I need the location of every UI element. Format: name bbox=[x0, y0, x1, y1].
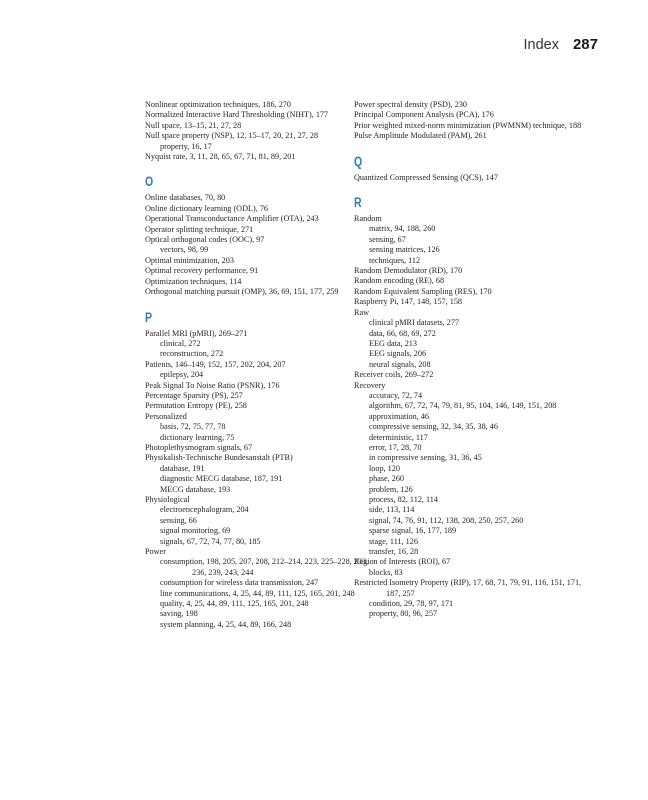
index-entry: Optimal recovery performance, 91 bbox=[145, 266, 259, 276]
index-subentry: condition, 29, 78, 97, 171 bbox=[369, 599, 454, 609]
index-subentry: EEG signals, 206 bbox=[369, 349, 427, 359]
index-subentry: electroencephalogram, 204 bbox=[160, 505, 249, 515]
index-subentry: line communications, 4, 25, 44, 89, 111, 125, 165, 201, 248 bbox=[160, 588, 355, 598]
index-entry: Recovery bbox=[354, 380, 386, 390]
index-entry: Null space, 13–15, 21, 27, 28 bbox=[145, 120, 242, 130]
index-subentry: consumption for wireless data transmission, 247 bbox=[160, 578, 319, 588]
index-subentry: signal, 74, 76, 91, 112, 138, 208, 250, 257, 260 bbox=[369, 515, 524, 525]
index-subentry: problem, 126 bbox=[369, 484, 413, 494]
index-subentry: signal monitoring, 69 bbox=[160, 526, 231, 536]
index-entry: Operational Transconductance Amplifier (OTA), 243 bbox=[145, 214, 319, 224]
index-subentry: database, 191 bbox=[160, 463, 205, 473]
index-subentry: diagnostic MECG database, 187, 191 bbox=[160, 474, 283, 484]
index-subentry: clinical, 272 bbox=[160, 338, 201, 348]
section-letter: Q bbox=[354, 153, 363, 169]
index-entry: Optimization techniques, 114 bbox=[145, 276, 242, 286]
index-subentry: property, 16, 17 bbox=[160, 141, 212, 151]
index-entry: Prior weighted mixed-norm minimization (PWMNM) technique, 188 bbox=[354, 120, 582, 130]
index-subentry: consumption, 198, 205, 207, 208, 212–214, 223, 225–228, 233, 236, 239, 243, 244 bbox=[160, 557, 369, 577]
index-subentry: quality, 4, 25, 44, 89, 111, 125, 165, 201, 248 bbox=[160, 599, 309, 609]
index-entry: Null space property (NSP), 12, 15–17, 20, 21, 27, 28 bbox=[145, 131, 319, 141]
index-subentry: saving, 198 bbox=[160, 609, 198, 619]
index-entry: Photoplethysmogram signals, 67 bbox=[145, 442, 253, 452]
index-entry: Optical orthogonal codes (OOC), 97 bbox=[145, 235, 265, 245]
index-entry: Principal Component Analysis (PCA), 176 bbox=[354, 110, 494, 120]
index-subentry: vectors, 98, 99 bbox=[160, 245, 209, 255]
index-section bbox=[145, 100, 377, 162]
index-subentry: loop, 120 bbox=[369, 463, 400, 473]
index-subentry: system planning, 4, 25, 44, 89, 166, 248 bbox=[160, 619, 292, 629]
index-subentry: signals, 67, 72, 74, 77, 80, 185 bbox=[160, 536, 261, 546]
index-entry: Receiver coils, 269–272 bbox=[354, 370, 434, 380]
index-subentry: blocks, 83 bbox=[369, 567, 403, 577]
index-subentry: deterministic, 117 bbox=[369, 432, 428, 442]
index-entry: Nonlinear optimization techniques, 186, 270 bbox=[145, 100, 291, 109]
index-subentry: phase, 260 bbox=[369, 474, 405, 484]
index-entry: Random bbox=[354, 214, 382, 224]
index-entry: Operator splitting technique, 271 bbox=[145, 224, 254, 234]
index-entry: Raspberry Pi, 147, 148, 157, 158 bbox=[354, 297, 463, 307]
index-entry: Percentage Sparsity (PS), 257 bbox=[145, 390, 243, 400]
index-subentry: MECG database, 193 bbox=[160, 484, 231, 494]
index-subentry: algorithm, 67, 72, 74, 79, 81, 95, 104, 146, 149, 151, 208 bbox=[369, 401, 557, 411]
index-subentry: dictionary learning, 75 bbox=[160, 432, 235, 442]
index-subentry: EEG data, 213 bbox=[369, 338, 417, 348]
index-subentry: neural signals, 208 bbox=[369, 359, 431, 369]
index-subentry: matrix, 94, 188, 260 bbox=[369, 224, 436, 234]
index-entry: Optimal minimization, 203 bbox=[145, 255, 234, 265]
page-header bbox=[523, 36, 598, 53]
index-entry: Raw bbox=[354, 307, 370, 317]
index-subentry: techniques, 112 bbox=[369, 255, 421, 265]
index-entry: Random Demodulator (RD), 170 bbox=[354, 266, 463, 276]
index-entry: Physikalish-Technische Bundesanstalt (PTB) bbox=[145, 453, 293, 463]
index-subentry: epilepsy, 204 bbox=[160, 370, 204, 380]
index-subentry: sensing, 66 bbox=[160, 515, 197, 525]
index-column-left bbox=[145, 100, 377, 630]
index-section bbox=[354, 100, 586, 142]
index-subentry: sensing, 67 bbox=[369, 234, 406, 244]
index-entry: Pulse Amplitude Modulated (PAM), 261 bbox=[354, 131, 487, 141]
index-subentry: process, 82, 112, 114 bbox=[369, 495, 438, 504]
index-section bbox=[354, 195, 586, 620]
index-entry: Random encoding (RE), 68 bbox=[354, 276, 445, 286]
index-entry: Power spectral density (PSD), 230 bbox=[354, 100, 468, 109]
index-subentry: accuracy, 72, 74 bbox=[369, 390, 423, 400]
index-subentry: stage, 111, 126 bbox=[369, 536, 418, 546]
section-letter: O bbox=[145, 174, 154, 190]
index-entry: Physiological bbox=[145, 495, 190, 504]
index-entry: Random Equivalent Sampling (RES), 170 bbox=[354, 286, 492, 296]
index-subentry: approximation, 46 bbox=[369, 411, 430, 421]
index-subentry: sparse signal, 16, 177, 189 bbox=[369, 526, 457, 536]
index-section bbox=[145, 174, 377, 297]
page-number: 287 bbox=[572, 36, 598, 53]
index-entry: Normalized Interactive Hard Thresholding (NIHT), 177 bbox=[145, 110, 329, 120]
index-subentry: data, 66, 68, 69, 272 bbox=[369, 328, 436, 338]
index-column-right bbox=[354, 100, 586, 620]
index-section bbox=[354, 154, 586, 183]
index-subentry: error, 17, 28, 70 bbox=[369, 442, 422, 452]
index-section bbox=[145, 310, 377, 631]
index-entry: Parallel MRI (pMRI), 269–271 bbox=[145, 328, 248, 338]
index-entry: Nyquist rate, 3, 11, 28, 65, 67, 71, 81, 89, 201 bbox=[145, 152, 296, 162]
index-entry: Online databases, 70, 80 bbox=[145, 193, 226, 203]
index-entry: Power bbox=[145, 547, 166, 557]
index-entry: Personalized bbox=[145, 411, 187, 421]
index-entry: Patients, 146–149, 152, 157, 202, 204, 207 bbox=[145, 359, 286, 369]
index-entry: Online dictionary learning (ODL), 76 bbox=[145, 203, 269, 213]
index-subentry: clinical pMRI datasets, 277 bbox=[369, 318, 460, 328]
index-subentry: basis, 72, 75, 77, 78 bbox=[160, 422, 226, 432]
index-entry: Orthogonal matching pursuit (OMP), 36, 69, 151, 177, 259 bbox=[145, 287, 339, 297]
index-subentry: sensing matrices, 126 bbox=[369, 245, 440, 255]
index-subentry: reconstruction, 272 bbox=[160, 349, 224, 359]
index-entry: Region of Interests (ROI), 67 bbox=[354, 557, 451, 567]
index-entry: Quantized Compressed Sensing (QCS), 147 bbox=[354, 172, 498, 182]
section-title: Index bbox=[523, 37, 559, 53]
index-subentry: compressive sensing, 32, 34, 35, 38, 46 bbox=[369, 422, 498, 432]
index-subentry: property, 80, 96, 257 bbox=[369, 609, 438, 619]
index-subentry: in compressive sensing, 31, 36, 45 bbox=[369, 453, 482, 463]
section-letter: R bbox=[354, 195, 362, 211]
index-entry: Peak Signal To Noise Ratio (PSNR), 176 bbox=[145, 380, 280, 390]
index-subentry: side, 113, 114 bbox=[369, 505, 415, 515]
index-subentry: transfer, 16, 28 bbox=[369, 547, 419, 557]
index-entry: Permutation Entropy (PE), 258 bbox=[145, 401, 247, 411]
section-letter: P bbox=[145, 309, 153, 325]
index-entry: Restricted Isometry Property (RIP), 17, 68, 71, 79, 91, 116, 151, 171, 187, 257 bbox=[354, 578, 582, 598]
